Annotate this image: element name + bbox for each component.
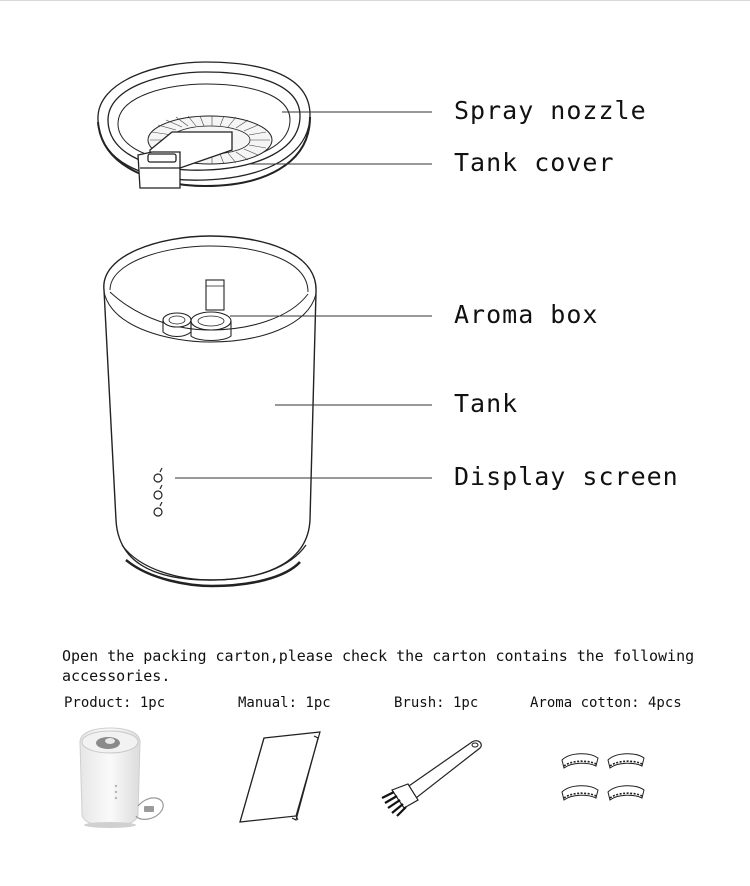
tank-illustration	[104, 236, 316, 586]
accessory-label-manual: Manual: 1pc	[238, 695, 331, 711]
accessory-label-product: Product: 1pc	[64, 695, 166, 711]
callout-tank: Tank	[454, 389, 519, 418]
cleaning-brush-icon	[376, 736, 486, 821]
humidifier-product-icon	[70, 722, 180, 832]
accessory-label-brush: Brush: 1pc	[394, 695, 479, 711]
tank-cover-illustration	[98, 62, 310, 188]
aroma-cotton-pads-icon	[560, 750, 650, 810]
accessory-label-aroma-cotton: Aroma cotton: 4pcs	[530, 695, 682, 711]
packing-instructions: Open the packing carton,please check the carton contains the following accessories.	[62, 647, 695, 685]
callout-spray-nozzle: Spray nozzle	[454, 96, 647, 125]
callout-display-screen: Display screen	[454, 462, 679, 491]
callout-aroma-box: Aroma box	[454, 300, 599, 329]
callout-tank-cover: Tank cover	[454, 148, 615, 177]
manual-booklet-icon	[234, 730, 324, 825]
